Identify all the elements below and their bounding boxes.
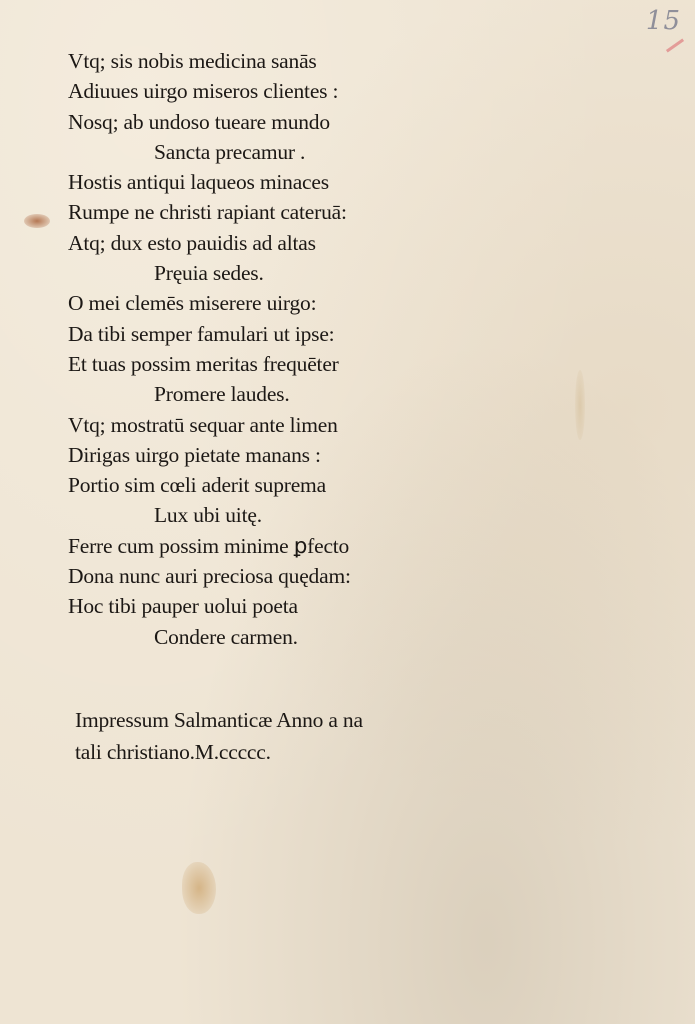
colophon-line: tali christiano.M.ccccc.: [75, 740, 271, 764]
folio-number: 15: [645, 6, 681, 36]
faded-stain: [575, 370, 585, 440]
verse-line-adonic: Sancta precamur .: [154, 139, 306, 164]
verse-line: Dirigas uirgo pietate manans :: [68, 442, 321, 467]
colophon-line: Impressum Salmanticæ Anno a na: [75, 708, 363, 732]
verse-line: O mei clemēs miserere uirgo:: [68, 291, 317, 316]
verse-line-adonic: Lux ubi uitę.: [154, 503, 262, 528]
verse-line-adonic: Pręuia sedes.: [154, 261, 264, 286]
colophon: [75, 704, 435, 768]
verse-line: Ferre cum possim minime ꝑfecto: [68, 533, 350, 558]
verse-line: Adiuues uirgo miseros clientes :: [68, 79, 339, 104]
verse-line: Atq; dux esto pauidis ad altas: [68, 230, 316, 255]
red-pencil-mark: [666, 39, 684, 53]
foxing-stain: [182, 862, 216, 914]
verse-line: Vtq; mostratū sequar ante limen: [68, 412, 338, 437]
verse-line-adonic: Condere carmen.: [154, 624, 298, 649]
verse-line: Da tibi semper famulari ut ipse:: [68, 321, 335, 346]
verse-line: Nosq; ab undoso tueare mundo: [68, 109, 330, 134]
verse-line: Hoc tibi pauper uolui poeta: [68, 594, 298, 619]
verse-line: Vtq; sis nobis medicina sanās: [68, 49, 317, 73]
verse-line: Portio sim cœli aderit suprema: [68, 473, 326, 498]
ink-stain: [24, 214, 50, 228]
verse-line: Rumpe ne christi rapiant cateruā:: [68, 200, 347, 225]
verse-block: [68, 46, 448, 652]
verse-line: Et tuas possim meritas frequēter: [68, 351, 339, 376]
verse-line: Dona nunc auri preciosa quędam:: [68, 564, 351, 589]
verse-line: Hostis antiqui laqueos minaces: [68, 170, 329, 195]
verse-line-adonic: Promere laudes.: [154, 382, 290, 407]
